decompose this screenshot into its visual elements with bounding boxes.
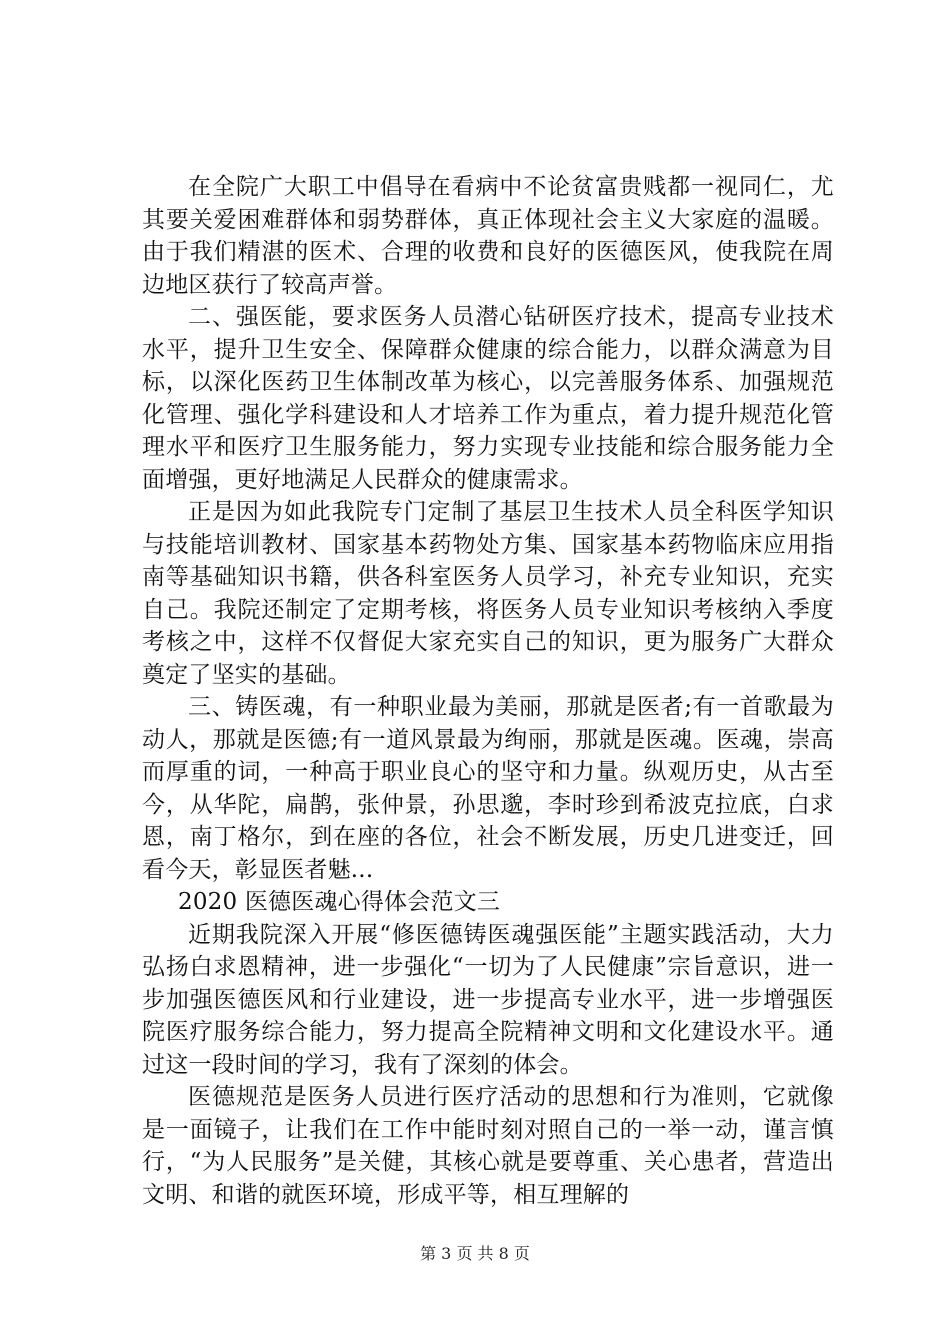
body-paragraph: 正是因为如此我院专门定制了基层卫生技术人员全科医学知识与技能培训教材、国家基本药物处方集、国家基本药物临床应用指南等基础知识书籍，供各科室医务人员学习，补充专业知识，充实自己。我院还制定了定期考核，将医务人员专业知识考核纳入季度考核之中，这样不仅督促大家充实自己的知识，更为服务广大群众奠定了坚实的基础。: [142, 499, 834, 688]
body-paragraph: 在全院广大职工中倡导在看病中不论贫富贵贱都一视同仁，尤其要关爱困难群体和弱势群体，真正体现社会主义大家庭的温暖。由于我们精湛的医术、合理的收费和良好的医德医风，使我院在周边地区获行了较高声誉。: [142, 174, 834, 298]
section-subtitle: 2020 医德医魂心得体会范文三: [178, 889, 501, 915]
body-paragraph: 二、强医能，要求医务人员潜心钻研医疗技术，提高专业技术水平，提升卫生安全、保障群众健康的综合能力，以群众满意为目标，以深化医药卫生体制改革为核心，以完善服务体系、加强规范化管理、强化学科建设和人才培养工作为重点，着力提升规范化管理水平和医疗卫生服务能力，努力实现专业技能和综合服务能力全面增强，更好地满足人民群众的健康需求。: [142, 304, 834, 493]
body-paragraph: 医德规范是医务人员进行医疗活动的思想和行为准则，它就像是一面镜子，让我们在工作中能时刻对照自己的一举一动，谨言慎行，“为人民服务”是关健，其核心就是要尊重、关心患者，营造出文明、和谐的就医环境，形成平等，相互理解的: [142, 1084, 834, 1208]
page-footer: 第 3 页 共 8 页: [420, 1244, 530, 1263]
body-paragraph: 近期我院深入开展“修医德铸医魂强医能”主题实践活动，大力弘扬白求恩精神，进一步强化“一切为了人民健康”宗旨意识，进一步加强医德医风和行业建设，进一步提高专业水平，进一步增强医院医疗服务综合能力，努力提高全院精神文明和文化建设水平。通过这一段时间的学习，我有了深刻的体会。: [142, 921, 834, 1078]
body-paragraph: 三、铸医魂，有一种职业最为美丽，那就是医者;有一首歌最为动人，那就是医德;有一道风景最为绚丽，那就是医魂。医魂，崇高而厚重的词，一种高于职业良心的坚守和力量。纵观历史，从古至今，从华陀，扁鹊，张仲景，孙思邈，李时珍到希波克拉底，白求恩，南丁格尔，到在座的各位，社会不断发展，历史几进变迁，回看今天，彰显医者魅...: [142, 694, 834, 883]
document-body: [142, 171, 834, 1211]
